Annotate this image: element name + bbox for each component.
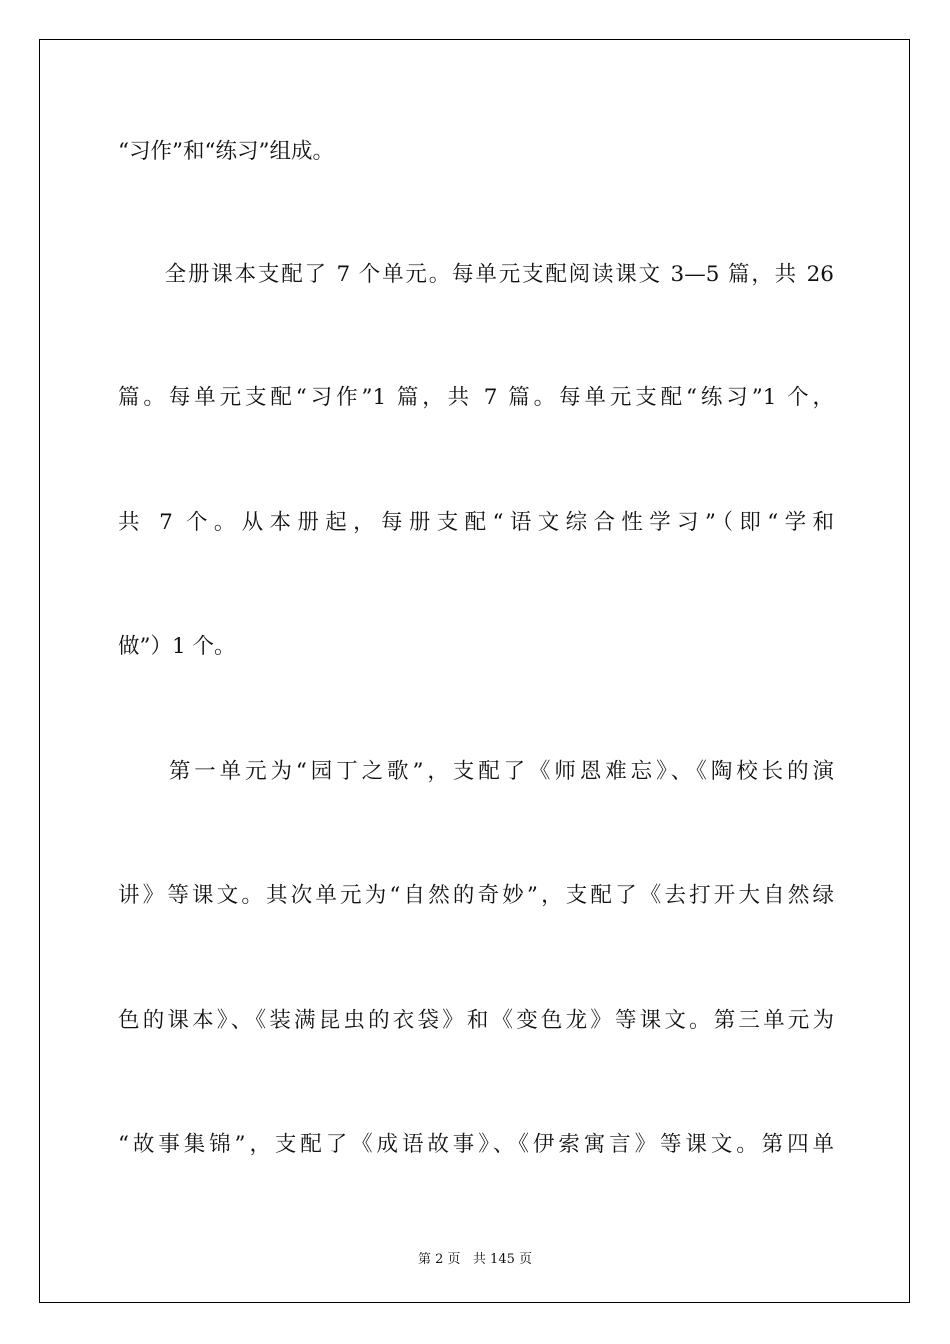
text-line-3: 篇。每单元支配“习作”1 篇，共 7 篇。每单元支配“练习”1 个， xyxy=(118,385,834,410)
text-line-5: 做”）1 个。 xyxy=(118,634,236,659)
text-line-7: 讲》等课文。其次单元为“自然的奇妙”，支配了《去打开大自然绿 xyxy=(118,883,834,908)
page-footer: 第 2 页 共 145 页 xyxy=(417,1252,532,1267)
text-line-8: 色的课本》、《装满昆虫的衣袋》和《变色龙》等课文。第三单元为 xyxy=(118,1008,834,1033)
page-border xyxy=(39,39,910,1303)
text-line-6: 第一单元为“园丁之歌”，支配了《师恩难忘》、《陶校长的演 xyxy=(118,759,834,784)
text-line-2: 全册课本支配了 7 个单元。每单元支配阅读课文 3—5 篇，共 26 xyxy=(118,262,834,287)
text-line-9: “故事集锦”，支配了《成语故事》、《伊索寓言》等课文。第四单 xyxy=(118,1132,834,1157)
text-line-4: 共 7 个。从本册起，每册支配“语文综合性学习”（即“学和 xyxy=(118,510,834,535)
text-line-1: “习作”和“练习”组成。 xyxy=(118,139,334,164)
